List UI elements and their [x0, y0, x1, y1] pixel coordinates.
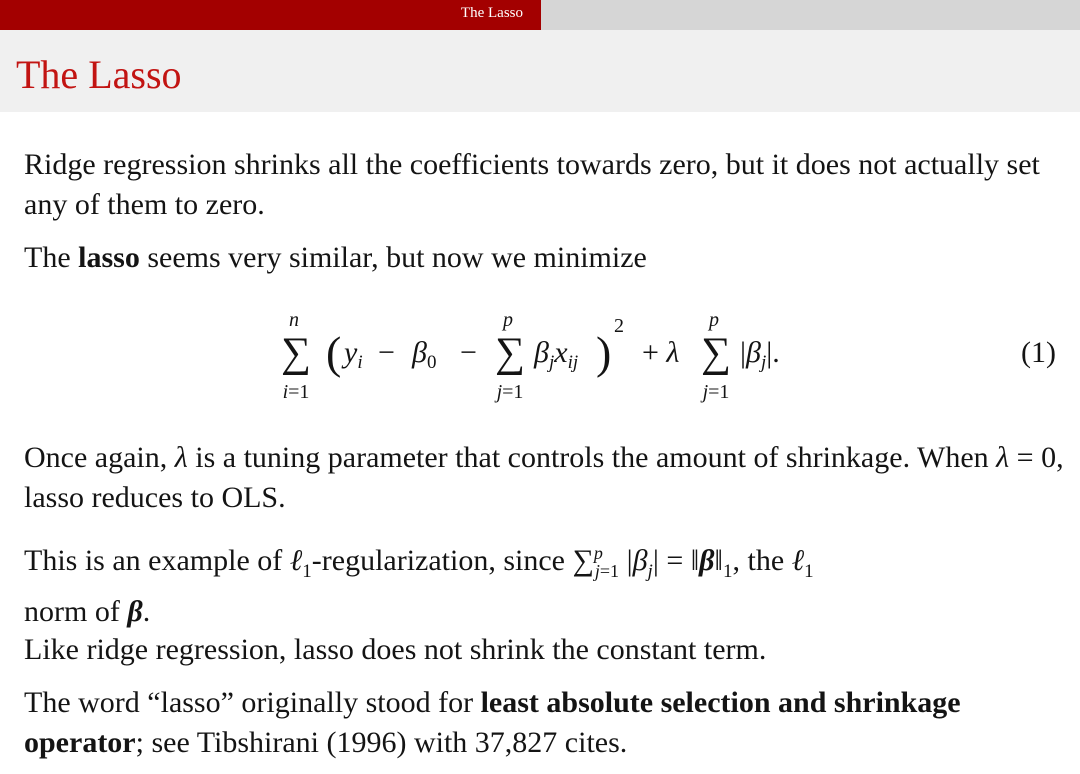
svg-text:yi: $y_i$: [344, 336, 363, 373]
equation-graphic: [0, 300, 1080, 410]
paragraph-tuning: [24, 438, 1064, 518]
p3-text-a: Once again,: [24, 441, 175, 474]
svg-text:−: −: [378, 336, 395, 369]
svg-text:n: n: [289, 309, 299, 331]
title-band: [0, 30, 1080, 112]
slide-title: The Lasso: [16, 52, 182, 97]
lambda-symbol: λ: [174, 441, 188, 474]
svg-text:p: p: [709, 309, 719, 331]
svg-text:−: −: [460, 336, 477, 369]
p4-text-b: -regularization, since: [311, 544, 573, 577]
svg-text:∑: ∑: [701, 330, 731, 376]
svg-text:j=1: j=1: [702, 381, 730, 403]
svg-text:∑: ∑: [495, 330, 525, 376]
p2-text-pre: The: [24, 241, 79, 274]
svg-text:∑: ∑: [281, 330, 311, 376]
p4-text-a: This is an example of: [24, 544, 290, 577]
svg-text:+ λ: + λ: [642, 336, 680, 369]
svg-text:2: 2: [614, 315, 624, 337]
p6-bold-acronym: least absolute selection and shrinkage operator: [24, 686, 961, 759]
svg-text:i=1: i=1: [282, 381, 310, 403]
svg-text:): ): [596, 327, 612, 378]
paragraph-constant: Like ridge regression, lasso does not shrink the constant term.: [24, 633, 767, 666]
svg-text:p: p: [503, 309, 513, 331]
p4-text-d: norm of: [24, 595, 128, 628]
paragraph-ridge: Ridge regression shrinks all the coefficients towards zero, but it does not actually set any of them to zero.: [24, 148, 1040, 221]
p3-text-c: , lasso reduces to OLS.: [24, 441, 1064, 514]
lambda-equals-zero: λ = 0: [996, 441, 1057, 474]
paragraph-l1: This is an example of ℓ$_1$-regularization, since ∑$^p_{j=1}$ $|\beta_j|$ = $‖\beta‖_1$, the ℓ$_1$ norm of β.: [24, 543, 814, 628]
svg-text:βjxij: $\beta_jx_{ij}$: [534, 336, 579, 373]
ell1-symbol-2: ℓ$_1$: [791, 544, 814, 582]
p3-text-b: is a tuning parameter that controls the amount of shrinkage. When: [187, 441, 997, 474]
top-navigation-bar: [0, 0, 1080, 30]
svg-text:(: (: [326, 327, 342, 378]
p4-text-c: , the: [732, 544, 792, 577]
section-tab-the-lasso[interactable]: The Lasso: [0, 0, 541, 30]
p6-text-pre: The word “lasso” originally stood for: [24, 686, 481, 719]
p2-text-post: seems very similar, but now we minimize: [139, 241, 647, 274]
equation-number: (1): [1021, 336, 1056, 369]
paragraph-acronym: [24, 683, 1064, 763]
lasso-objective-equation: [0, 300, 1080, 410]
p2-bold-lasso: lasso: [78, 241, 140, 274]
p6-text-post: ; see Tibshirani (1996) with 37,827 cites.: [135, 726, 628, 759]
svg-text:|βj|.: $|\beta_j|$.: [740, 336, 780, 373]
paragraph-lasso-intro: [24, 238, 1064, 278]
svg-text:j=1: j=1: [496, 381, 524, 403]
svg-text:β0: $\beta_0$: [412, 336, 437, 373]
beta-bold-symbol: β: [127, 595, 143, 628]
ell1-symbol: ℓ$_1$: [289, 544, 312, 582]
l1-norm-expression: ∑$^p_{j=1}$ $|\beta_j|$ = $‖\beta‖_1$: [572, 543, 733, 582]
